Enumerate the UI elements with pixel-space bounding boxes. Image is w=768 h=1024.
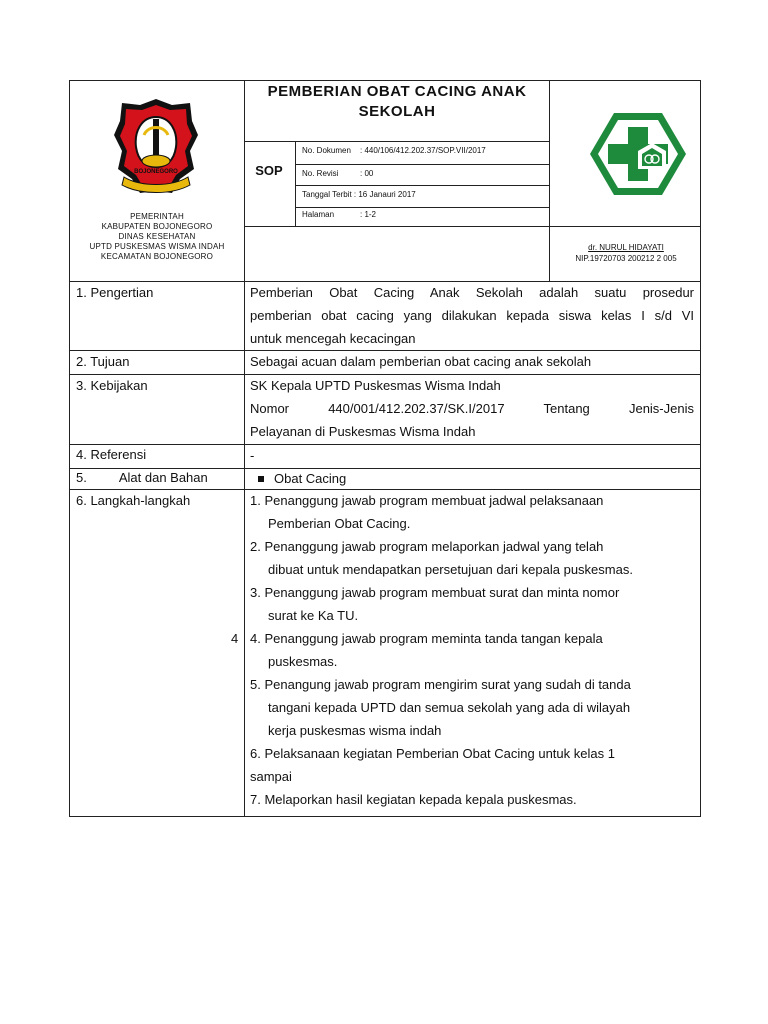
section-label-tujuan: 2. Tujuan [76,354,130,369]
text-line: pemberian obat cacing yang dilakukan kepada siswa kelas I s/d VI [250,308,694,323]
section-label-referensi: 4. Referensi [76,447,147,462]
step-item: 3. Penanggung jawab program membuat surat dan minta nomor surat ke Ka TU. [250,585,620,623]
text-line: Nomor 440/001/412.202.37/SK.I/2017 Tentang Jenis-Jenis [250,401,694,416]
section-label-kebijakan: 3. Kebijakan [76,378,148,393]
section-label-alat: 5. Alat dan Bahan [76,470,208,485]
revision-number: No. Revisi : 00 [302,169,374,178]
alat-list [250,467,694,490]
step-item: 2. Penanggung jawab program melaporkan jadwal yang telah dibuat untuk mendapatkan persetujuan dari kepala puskesmas. [250,539,633,577]
text-line: Pelayanan di Puskesmas Wisma Indah [250,424,476,439]
title-line: PEMBERIAN OBAT CACING ANAK [267,83,527,100]
content-table [69,281,701,817]
tujuan-text: Sebagai acuan dalam pemberian obat cacing anak sekolah [250,354,592,369]
signer-name: dr. NURUL HIDAYATI [588,243,664,252]
puskesmas-logo-icon [588,111,688,197]
margin-note: 4 [231,631,239,646]
step-item: 4. Penanggung jawab program meminta tanda tangan kepala puskesmas. [250,631,603,669]
government-agency-text [70,212,244,262]
text-line: SK Kepala UPTD Puskesmas Wisma Indah [250,378,501,393]
bojonegoro-emblem-icon [110,95,202,207]
gov-line: DINAS KESEHATAN [118,232,196,241]
step-item: 5. Penangung jawab program mengirim surat yang sudah di tanda tangani kepada UPTD dan semua sekolah yang ada di wilayah kerja puskesmas wisma indah [250,677,631,738]
step-item: 1. Penanggung jawab program membuat jadwal pelaksanaan Pemberian Obat Cacing. [250,493,604,531]
signer-nip: NIP.19720703 200212 2 005 [575,254,677,263]
step-item: 7. Melaporkan hasil kegiatan kepada kepala puskesmas. [250,792,577,807]
referensi-text: - [250,448,255,463]
kebijakan-text [250,374,694,443]
page-count: Halaman : 1-2 [302,210,377,219]
section-label-langkah: 6. Langkah-langkah [76,493,191,508]
text-line: Pemberian Obat Cacing Anak Sekolah adalah suatu prosedur [250,285,694,300]
pengertian-text [250,281,694,350]
text-line: untuk mencegah kecacingan [250,331,416,346]
title-line: SEKOLAH [358,103,436,120]
regency-logo-area [70,81,244,281]
section-label-pengertian: 1. Pengertian [76,285,154,300]
step-item: 6. Pelaksanaan kegiatan Pemberian Obat Cacing untuk kelas 1 sampai [250,746,615,784]
sop-label: SOP [255,163,283,178]
bullet-icon [258,476,264,482]
emblem-banner-text: BOJONEGORO [134,169,178,175]
gov-line: KABUPATEN BOJONEGORO [101,222,213,231]
alat-item: Obat Cacing [274,471,347,486]
header-table [69,80,701,282]
issue-date: Tanggal Terbit : 16 Janauri 2017 [302,190,416,199]
document-title [245,81,549,141]
gov-line: PEMERINTAH [130,212,184,221]
gov-line: UPTD PUSKESMAS WISMA INDAH [89,242,225,251]
gov-line: KECAMATAN BOJONEGORO [100,252,214,261]
steps-list [250,489,694,811]
doc-number: No. Dokumen : 440/106/412.202.37/SOP.VII/2017 [302,146,486,155]
signature-block [551,242,701,264]
